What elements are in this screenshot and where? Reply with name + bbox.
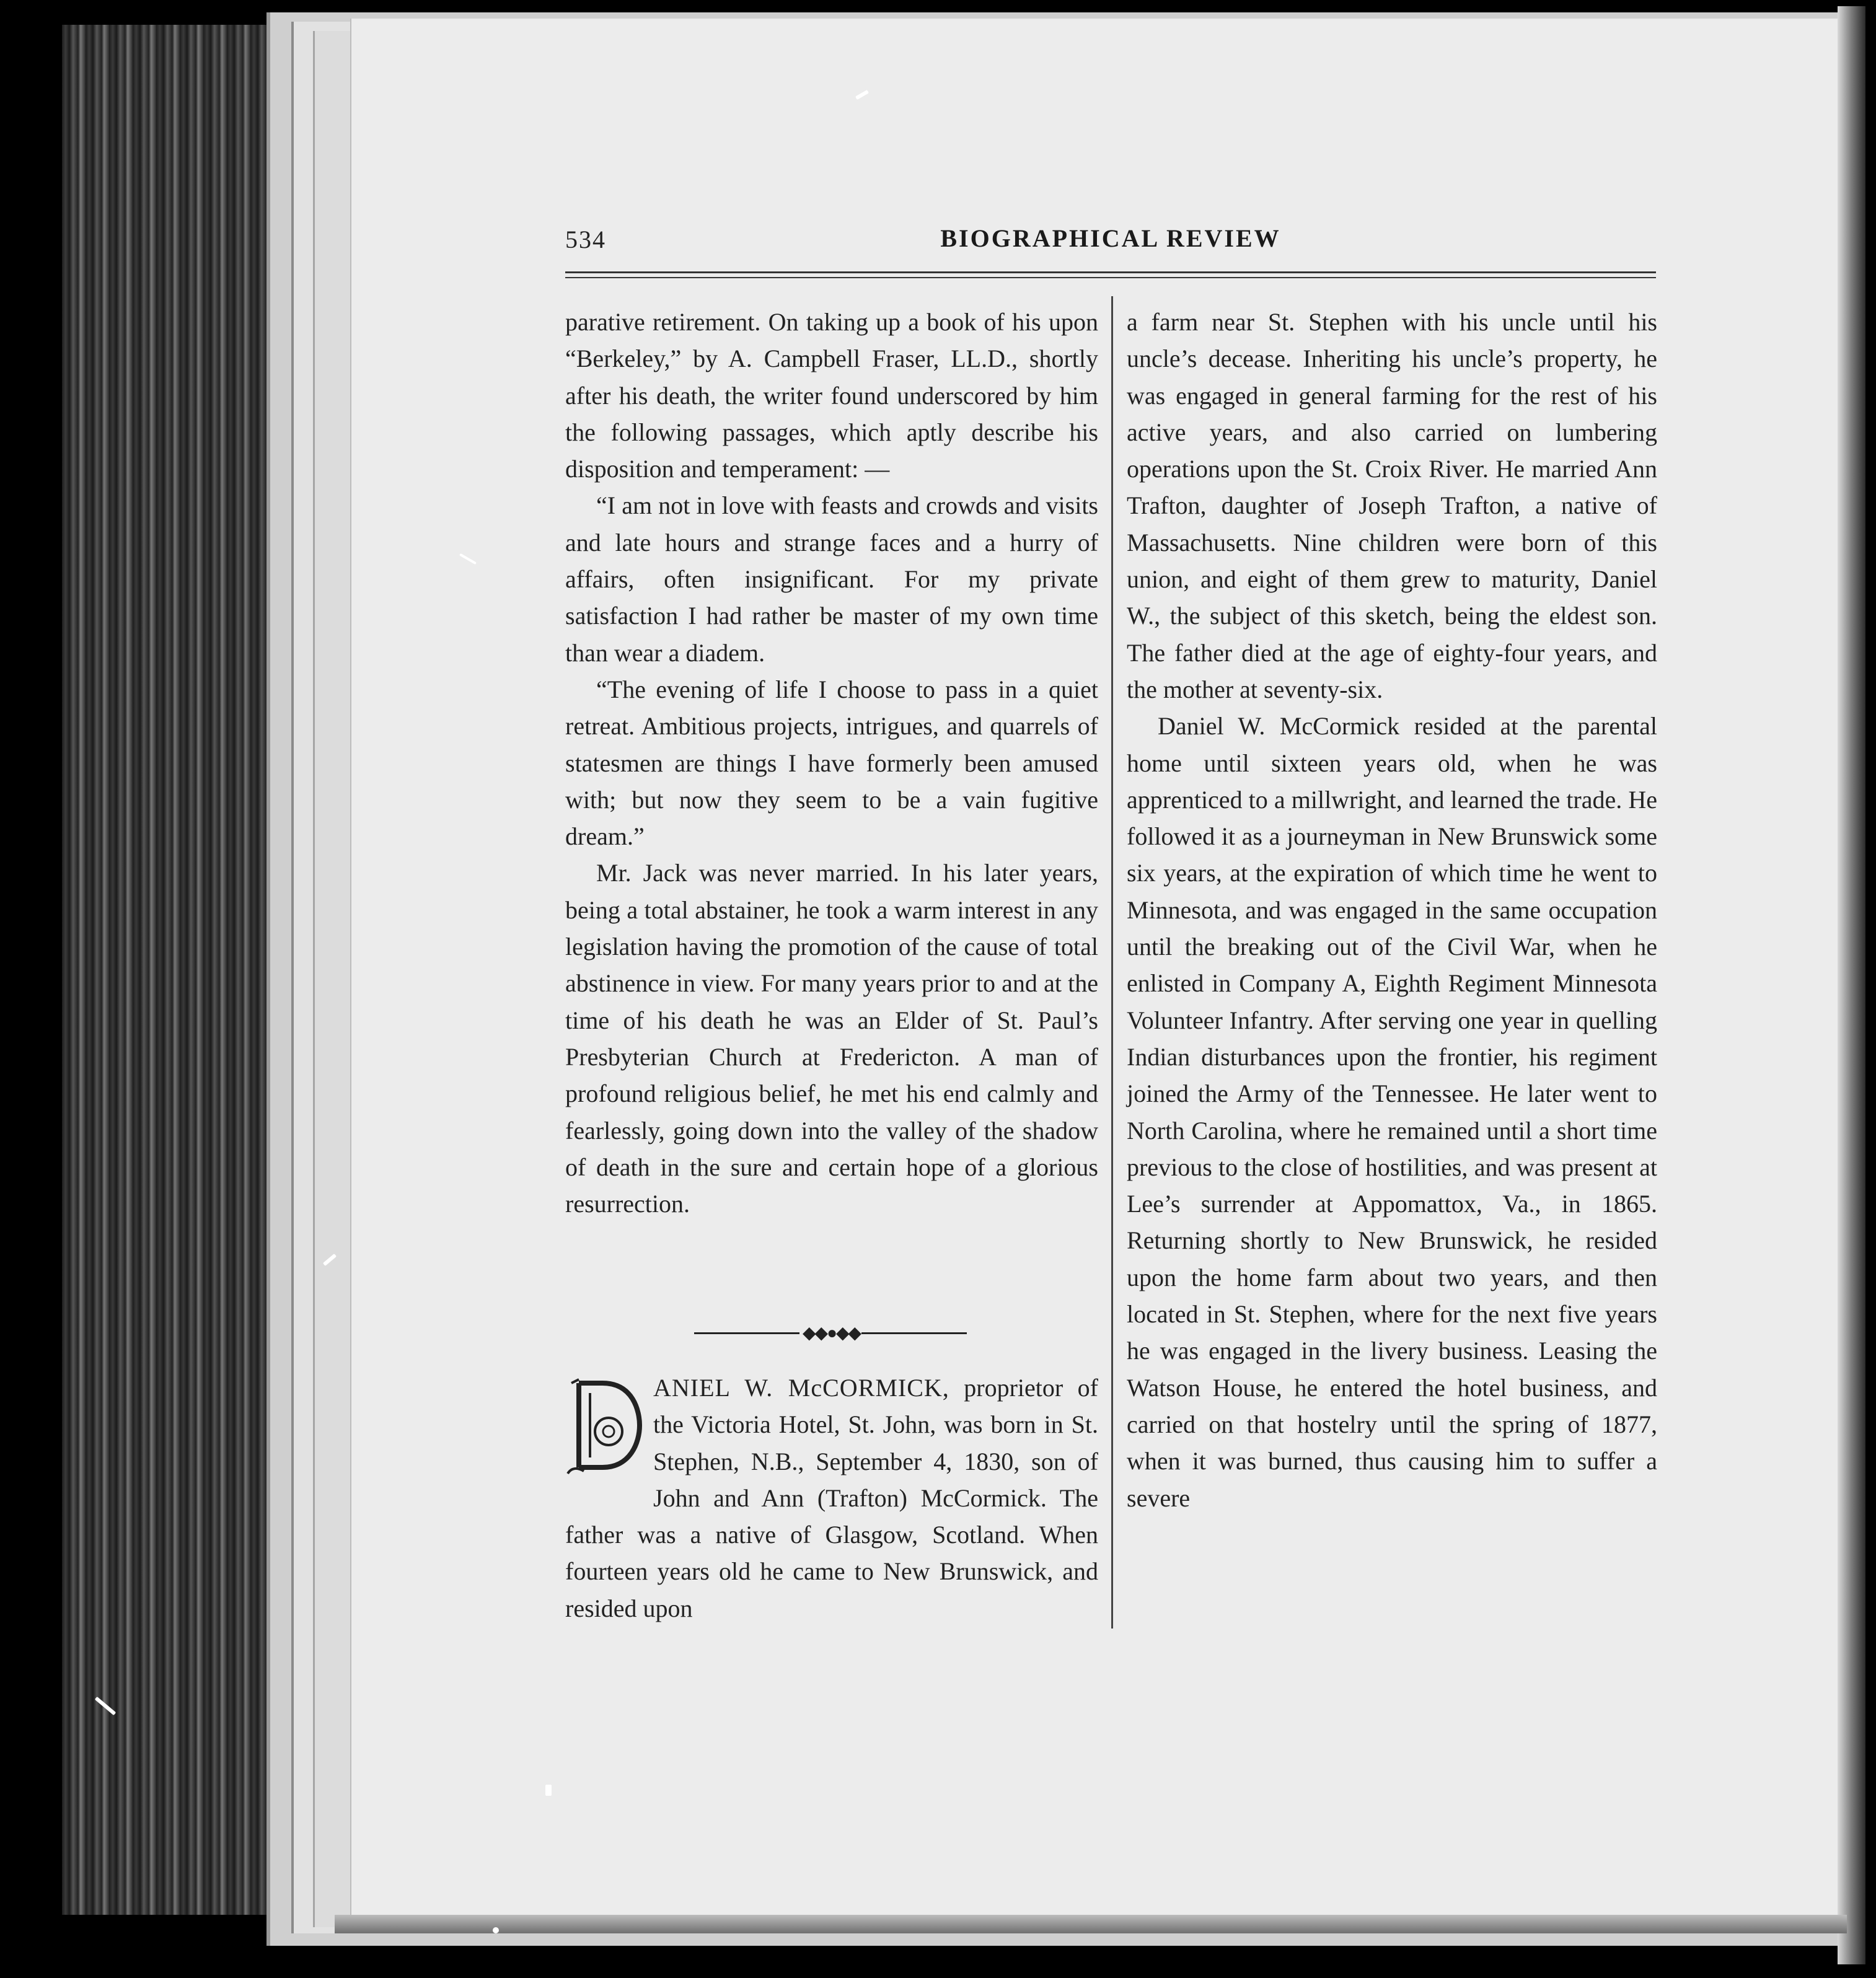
left-paragraph-1: parative retirement. On taking up a book of his upon “Berkeley,” by A. Campbell Fraser, LL.D., shortly after his death, the writer found underscored by him the following passages, which aptly describe his disposition and temperament: — — [565, 308, 1098, 483]
section-ornament — [694, 1326, 967, 1341]
ornament-center: ◆◆●◆◆ — [803, 1324, 861, 1343]
quote-paragraph-2: “The evening of life I choose to pass in a quiet retreat. Ambitious projects, intrigues, and quarrels of statesmen are things I have formerly been amused with; but now they seem to be a vain fugitive dream.” — [565, 675, 1098, 851]
left-column — [565, 304, 1098, 1222]
column-divider — [1111, 296, 1113, 1629]
page-number: 534 — [565, 226, 606, 253]
drop-cap-d — [565, 1374, 646, 1480]
header-rule — [565, 271, 1656, 278]
biography-entry — [565, 1369, 1098, 1627]
right-paragraph-2: Daniel W. McCormick resided at the parental home until sixteen years old, when he was apprenticed to a millwright, and learned the trade. He followed it as a journeyman in New Brunswick some six years, at the expiration of which time he went to Minnesota, and was engaged in the same occupation until the breaking out of the Civil War, when he enlisted in Company A, Eighth Regiment Minnesota Volunteer Infantry. After serving one year in quelling Indian disturbances upon the frontier, his regiment joined the Army of the Tennessee. He later went to North Carolina, where he remained until a short time previous to the close of hostilities, and was present at Lee’s surrender at Appomattox, Va., in 1865. Returning shortly to New Brunswick, he resided upon the home farm about two years, and then located in St. Stephen, where for the next five years he was engaged in the livery business. Leasing the Watson House, he entered the hotel business, and carried on that hostelry until the spring of 1877, when it was burned, thus causing him to suffer a severe — [1127, 712, 1657, 1512]
left-paragraph-4: Mr. Jack was never married. In his later years, being a total abstainer, he took a warm interest in any legislation having the promotion of the cause of total abstinence in view. For many years prior to and at the time of his death he was an Elder of St. Paul’s Presbyterian Church at Fredericton. A man of profound religious belief, he met his end calmly and fearlessly, going down into the valley of the shadow of death in the sure and certain hope of a glorious resurrection. — [565, 859, 1098, 1218]
page-bottom-edge — [335, 1915, 1847, 1933]
running-head — [565, 220, 1656, 257]
quote-paragraph-1: “I am not in love with feasts and crowds and visits and late hours and strange faces and a hurry of affairs, often insignificant. For my private satisfaction I had rather be master of my own time than wear a diadem. — [565, 491, 1098, 667]
ornament-rule-right — [861, 1332, 967, 1334]
biography-body: proprietor of the Victoria Hotel, St. John, was born in St. Stephen, N.B., September 4, 1830, son of John and Ann (Trafton) McCormick. The father was a native of Glasgow, Scotland. When fourteen years old he came to New Brunswick, and resided upon — [565, 1374, 1098, 1622]
biography-name: ANIEL W. McCORMICK, — [653, 1374, 949, 1402]
page-right-edge — [1838, 6, 1865, 1964]
running-title: BIOGRAPHICAL REVIEW — [940, 224, 1281, 252]
drop-cap-letter: D — [565, 1374, 566, 1375]
stray-mark — [545, 1785, 552, 1796]
ornament-rule-left — [694, 1332, 799, 1334]
right-paragraph-1: a farm near St. Stephen with his uncle until his uncle’s decease. Inheriting his uncle’s property, he was engaged in general farming for the rest of his active years, and also carried on lumbering operations upon the St. Croix River. He married Ann Trafton, daughter of Joseph Trafton, a native of Massachusetts. Nine children were born of this union, and eight of them grew to maturity, Daniel W., the subject of this sketch, being the eldest son. The father died at the age of eighty-four years, and the mother at seventy-six. — [1127, 308, 1657, 703]
right-column — [1127, 304, 1657, 1516]
stray-mark — [493, 1927, 499, 1933]
